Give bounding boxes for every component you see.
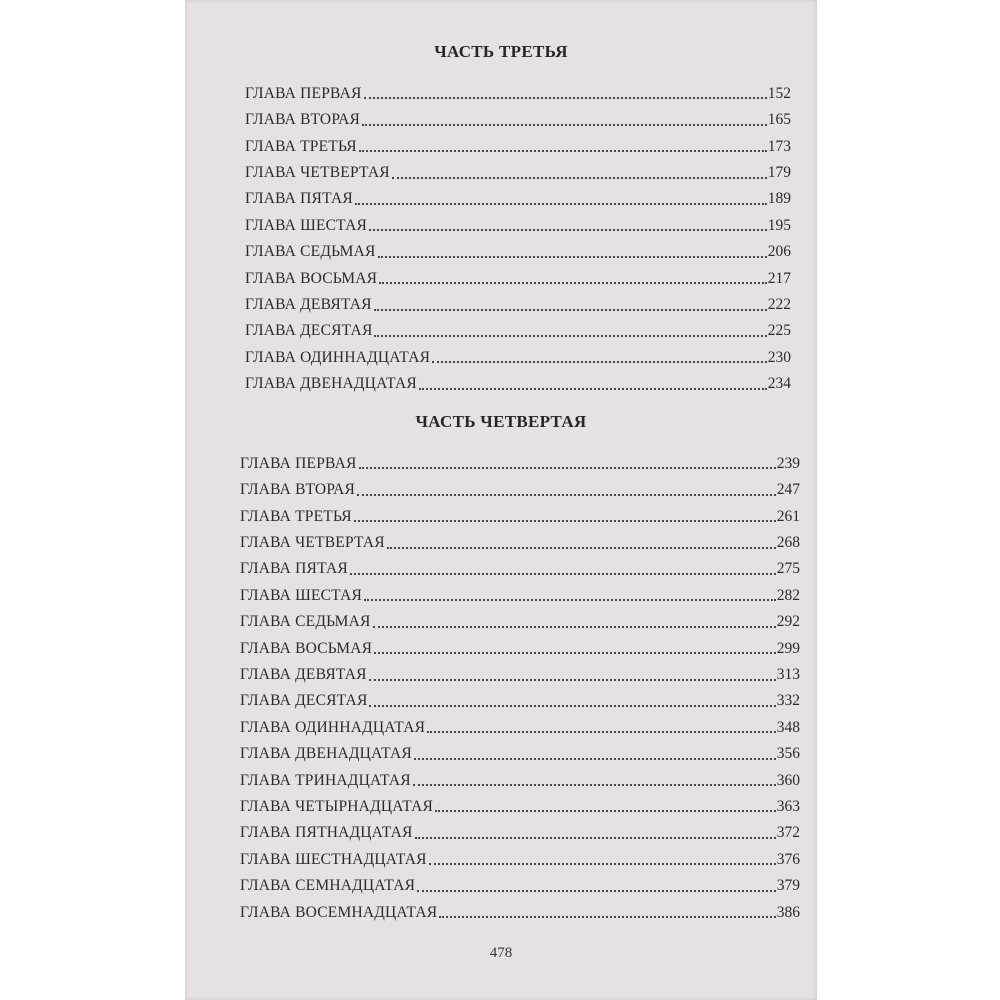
- chapter-page-number: 173: [767, 137, 791, 155]
- chapter-title: ГЛАВА ШЕСТАЯ: [245, 216, 368, 234]
- dot-leader: [414, 758, 776, 760]
- dot-leader: [413, 784, 776, 786]
- chapter-page-number: 356: [776, 745, 800, 763]
- chapter-title: ГЛАВА СЕДЬМАЯ: [245, 243, 376, 261]
- chapter-page-number: 222: [767, 296, 791, 314]
- chapter-page-number: 179: [767, 164, 791, 182]
- dot-leader: [362, 124, 767, 126]
- dot-leader: [369, 705, 775, 707]
- dot-leader: [378, 256, 767, 258]
- toc-entry: [240, 527, 800, 553]
- dot-leader: [373, 626, 776, 628]
- chapter-page-number: 332: [776, 692, 800, 710]
- chapter-title: ГЛАВА ДВЕНАДЦАТАЯ: [240, 745, 412, 763]
- dot-leader: [374, 309, 767, 311]
- dot-leader: [350, 573, 776, 575]
- chapter-title: ГЛАВА СЕДЬМАЯ: [240, 613, 371, 631]
- part-three-chapter-list: [245, 78, 791, 395]
- toc-entry: [240, 501, 800, 527]
- toc-entry: [240, 738, 800, 764]
- chapter-title: ГЛАВА ДВЕНАДЦАТАЯ: [245, 375, 417, 393]
- toc-entry: [240, 659, 800, 685]
- chapter-page-number: 230: [767, 348, 791, 366]
- chapter-title: ГЛАВА ПЕРВАЯ: [240, 454, 357, 472]
- chapter-title: ГЛАВА ШЕСТАЯ: [240, 586, 363, 604]
- chapter-page-number: 268: [776, 534, 800, 552]
- part-three-heading: ЧАСТЬ ТРЕТЬЯ: [434, 42, 568, 61]
- toc-entry: [245, 368, 791, 394]
- dot-leader: [427, 731, 776, 733]
- dot-leader: [435, 810, 776, 812]
- chapter-page-number: 165: [767, 111, 791, 129]
- chapter-page-number: 363: [776, 797, 800, 815]
- chapter-page-number: 195: [767, 216, 791, 234]
- chapter-title: ГЛАВА ДЕСЯТАЯ: [240, 692, 368, 710]
- dot-leader: [364, 599, 776, 601]
- dot-leader: [355, 203, 767, 205]
- toc-entry: [245, 316, 791, 342]
- chapter-title: ГЛАВА ЧЕТЫРНАДЦАТАЯ: [240, 797, 434, 815]
- toc-entry: [245, 131, 791, 157]
- toc-entry: [245, 184, 791, 210]
- dot-leader: [374, 652, 776, 654]
- chapter-title: ГЛАВА ШЕСТНАДЦАТАЯ: [240, 850, 427, 868]
- chapter-page-number: 247: [776, 481, 800, 499]
- chapter-title: ГЛАВА СЕМНАДЦАТАЯ: [240, 877, 416, 895]
- dot-leader: [357, 494, 776, 496]
- chapter-title: ГЛАВА ТРЕТЬЯ: [240, 507, 352, 525]
- chapter-page-number: 261: [776, 507, 800, 525]
- chapter-title: ГЛАВА ВТОРАЯ: [245, 111, 361, 129]
- dot-leader: [354, 520, 776, 522]
- toc-entry: [240, 817, 800, 843]
- chapter-page-number: 292: [776, 613, 800, 631]
- chapter-page-number: 282: [776, 586, 800, 604]
- chapter-page-number: 217: [767, 269, 791, 287]
- chapter-title: ГЛАВА ВОСЬМАЯ: [240, 639, 373, 657]
- dot-leader: [439, 916, 775, 918]
- chapter-page-number: 348: [776, 718, 800, 736]
- chapter-page-number: 239: [776, 454, 800, 472]
- toc-entry: [245, 289, 791, 315]
- page-number: 478: [489, 945, 513, 961]
- chapter-page-number: 313: [776, 666, 800, 684]
- dot-leader: [364, 97, 767, 99]
- toc-entry: [240, 686, 800, 712]
- dot-leader: [359, 467, 776, 469]
- book-page: [185, 0, 817, 1000]
- toc-entry: [240, 633, 800, 659]
- dot-leader: [369, 679, 776, 681]
- chapter-title: ГЛАВА ВОСЬМАЯ: [245, 269, 378, 287]
- chapter-page-number: 225: [767, 322, 791, 340]
- chapter-page-number: 379: [776, 877, 800, 895]
- toc-entry: [240, 870, 800, 896]
- toc-entry: [245, 157, 791, 183]
- chapter-title: ГЛАВА ЧЕТВЕРТАЯ: [245, 164, 390, 182]
- dot-leader: [387, 547, 776, 549]
- chapter-page-number: 299: [776, 639, 800, 657]
- toc-entry: [240, 844, 800, 870]
- toc-entry: [245, 104, 791, 130]
- dot-leader: [359, 150, 767, 152]
- dot-leader: [392, 177, 767, 179]
- toc-entry: [245, 78, 791, 104]
- chapter-page-number: 152: [767, 84, 791, 102]
- part-four-chapter-list: [240, 448, 800, 923]
- dot-leader: [374, 335, 766, 337]
- dot-leader: [379, 282, 767, 284]
- chapter-title: ГЛАВА ПЕРВАЯ: [245, 84, 362, 102]
- chapter-title: ГЛАВА ДЕВЯТАЯ: [240, 666, 367, 684]
- toc-entry: [245, 236, 791, 262]
- toc-entry: [240, 712, 800, 738]
- chapter-title: ГЛАВА ДЕВЯТАЯ: [245, 296, 372, 314]
- dot-leader: [417, 890, 776, 892]
- toc-entry: [240, 554, 800, 580]
- chapter-title: ГЛАВА ПЯТНАДЦАТАЯ: [240, 824, 413, 842]
- chapter-title: ГЛАВА ДЕСЯТАЯ: [245, 322, 373, 340]
- chapter-page-number: 275: [776, 560, 800, 578]
- chapter-title: ГЛАВА ПЯТАЯ: [245, 190, 353, 208]
- chapter-title: ГЛАВА ОДИННАДЦАТАЯ: [245, 348, 431, 366]
- toc-entry: [240, 448, 800, 474]
- chapter-title: ГЛАВА ТРЕТЬЯ: [245, 137, 357, 155]
- chapter-title: ГЛАВА ТРИНАДЦАТАЯ: [240, 771, 411, 789]
- chapter-page-number: 372: [776, 824, 800, 842]
- toc-entry: [240, 580, 800, 606]
- toc-entry: [245, 263, 791, 289]
- dot-leader: [429, 863, 776, 865]
- dot-leader: [419, 388, 767, 390]
- part-four-heading: ЧАСТЬ ЧЕТВЕРТАЯ: [415, 412, 587, 431]
- chapter-page-number: 189: [767, 190, 791, 208]
- chapter-page-number: 234: [767, 375, 791, 393]
- toc-entry: [240, 474, 800, 500]
- toc-entry: [240, 791, 800, 817]
- toc-entry: [240, 765, 800, 791]
- chapter-page-number: 376: [776, 850, 800, 868]
- dot-leader: [432, 361, 767, 363]
- dot-leader: [369, 229, 767, 231]
- dot-leader: [415, 837, 776, 839]
- toc-entry: [240, 606, 800, 632]
- chapter-title: ГЛАВА ПЯТАЯ: [240, 560, 348, 578]
- toc-entry: [240, 897, 800, 923]
- chapter-page-number: 360: [776, 771, 800, 789]
- chapter-title: ГЛАВА ЧЕТВЕРТАЯ: [240, 534, 385, 552]
- chapter-title: ГЛАВА ВТОРАЯ: [240, 481, 356, 499]
- toc-entry: [245, 342, 791, 368]
- toc-entry: [245, 210, 791, 236]
- chapter-title: ГЛАВА ВОСЕМНАДЦАТАЯ: [240, 903, 438, 921]
- chapter-page-number: 206: [767, 243, 791, 261]
- chapter-title: ГЛАВА ОДИННАДЦАТАЯ: [240, 718, 426, 736]
- chapter-page-number: 386: [776, 903, 800, 921]
